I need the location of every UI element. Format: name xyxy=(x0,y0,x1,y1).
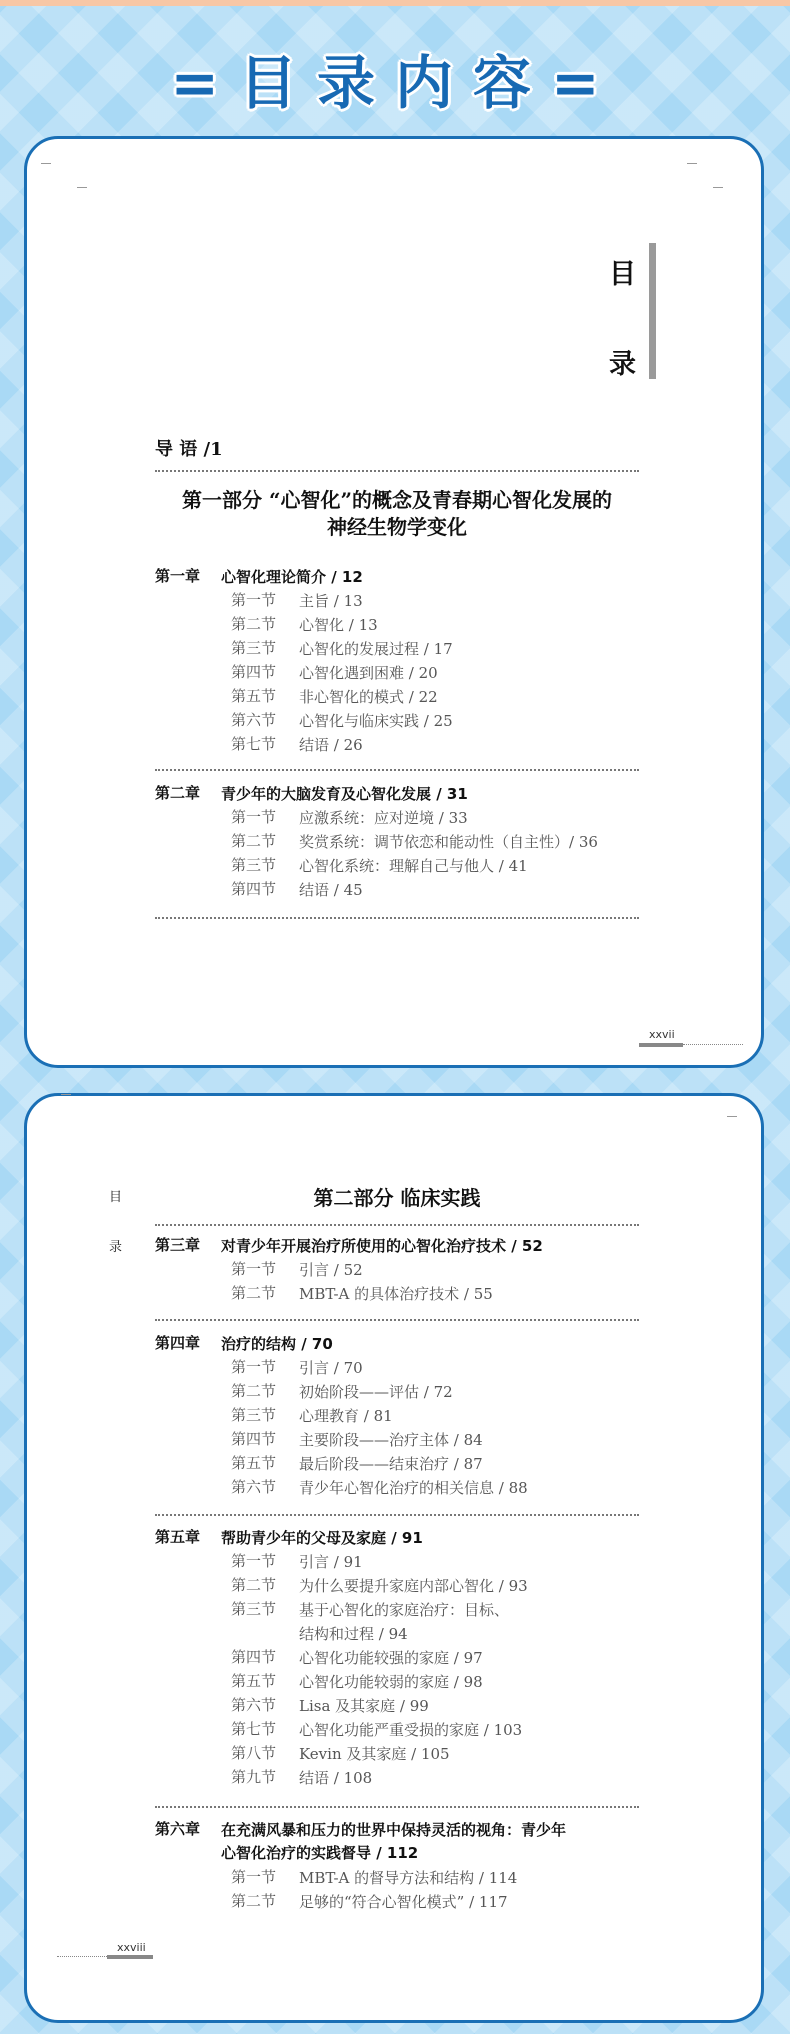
section-title: 结构和过程 / 94 xyxy=(299,1625,408,1643)
section-title: 为什么要提升家庭内部心智化 / 93 xyxy=(299,1577,528,1595)
section-title: 足够的“符合心智化模式” / 117 xyxy=(299,1893,508,1911)
section-entry xyxy=(231,1694,429,1718)
toc-page-2 xyxy=(24,1093,764,2023)
section-entry xyxy=(231,830,598,854)
chapter-title: 治疗的结构 / 70 xyxy=(221,1335,333,1353)
top-accent-strip xyxy=(0,0,790,6)
section-number: 第四节 xyxy=(231,663,277,681)
section-entry xyxy=(231,1890,508,1914)
section-title: 最后阶段——结束治疗 / 87 xyxy=(299,1455,483,1473)
section-title: 心智化系统：理解自己与他人 / 41 xyxy=(299,857,528,875)
section-number: 第七节 xyxy=(231,735,277,753)
chapter-number: 第六章 xyxy=(155,1820,201,1838)
section-entry xyxy=(231,1258,363,1282)
crop-mark xyxy=(687,163,697,164)
section-number: 第一节 xyxy=(231,1358,277,1376)
section-entry xyxy=(231,613,378,637)
section-entry xyxy=(231,1718,522,1742)
dotted-divider xyxy=(155,1224,639,1226)
page-number-bar xyxy=(639,1043,683,1047)
crop-mark xyxy=(41,163,51,164)
crop-mark xyxy=(61,1094,71,1095)
chapter-6-title-line2: 心智化治疗的实践督导 / 112 xyxy=(221,1844,419,1862)
section-number: 第二节 xyxy=(231,615,277,633)
section-title: MBT-A 的具体治疗技术 / 55 xyxy=(299,1285,493,1303)
part-one-title-line1: 第一部分 “心智化”的概念及青春期心智化发展的 xyxy=(182,488,612,512)
section-number: 第七节 xyxy=(231,1720,277,1738)
section-entry xyxy=(231,806,468,830)
chapter-title: 青少年的大脑发育及心智化发展 / 31 xyxy=(221,785,468,803)
section-title: 引言 / 52 xyxy=(299,1261,363,1279)
section-number: 第二节 xyxy=(231,1382,277,1400)
mulu-char-2: 录 xyxy=(609,349,636,380)
dotted-divider xyxy=(155,917,639,919)
section-number: 第四节 xyxy=(231,1648,277,1666)
chapter-title-line1: 在充满风暴和压力的世界中保持灵活的视角：青少年 xyxy=(221,1821,567,1839)
section-entry xyxy=(231,589,363,613)
dotted-divider xyxy=(155,1806,639,1808)
chapter-3 xyxy=(155,1234,543,1258)
section-title: 心智化与临床实践 / 25 xyxy=(299,712,453,730)
dotted-divider xyxy=(155,1514,639,1516)
chapter-number: 第五章 xyxy=(155,1528,201,1546)
chapter-4 xyxy=(155,1332,333,1356)
section-number: 第三节 xyxy=(231,856,277,874)
chapter-number: 第一章 xyxy=(155,567,201,585)
part-one-title-line2: 神经生物学变化 xyxy=(327,515,467,539)
page-number: xxvii xyxy=(649,1028,675,1041)
section-title: 青少年心智化治疗的相关信息 / 88 xyxy=(299,1479,528,1497)
section-number: 第四节 xyxy=(231,880,277,898)
section-number: 第二节 xyxy=(231,1892,277,1910)
side-mulu-char-1: 目 xyxy=(109,1190,123,1205)
section-title: 心智化 / 13 xyxy=(299,616,378,634)
section-entry xyxy=(231,1356,363,1380)
section-number: 第九节 xyxy=(231,1768,277,1786)
section-entry xyxy=(231,1670,483,1694)
side-mulu-char-2: 录 xyxy=(109,1240,123,1255)
section-entry xyxy=(231,854,528,878)
chapter-number: 第三章 xyxy=(155,1236,201,1254)
section-number: 第一节 xyxy=(231,1868,277,1886)
crop-mark xyxy=(727,1116,737,1117)
chapter-number: 第二章 xyxy=(155,784,201,802)
chapter-5 xyxy=(155,1526,423,1550)
section-number: 第四节 xyxy=(231,1430,277,1448)
section-entry xyxy=(231,1574,528,1598)
crop-mark xyxy=(77,187,87,188)
chapter-title: 心智化理论简介 / 12 xyxy=(221,568,363,586)
chapter-6 xyxy=(155,1818,566,1842)
section-entry xyxy=(231,637,453,661)
section-number: 第三节 xyxy=(231,639,277,657)
section-title: 结语 / 108 xyxy=(299,1769,373,1787)
section-entry xyxy=(231,1404,393,1428)
section-number: 第五节 xyxy=(231,1454,277,1472)
section-entry xyxy=(231,661,438,685)
section-number: 第二节 xyxy=(231,1576,277,1594)
chapter-1 xyxy=(155,565,363,589)
section-number: 第一节 xyxy=(231,591,277,609)
part-two-title: 第二部分 临床实践 xyxy=(313,1186,481,1210)
mulu-char-1: 目 xyxy=(609,259,636,290)
section-number: 第五节 xyxy=(231,687,277,705)
section-title: 结语 / 45 xyxy=(299,881,363,899)
section-title: 主要阶段——治疗主体 / 84 xyxy=(299,1431,483,1449)
section-entry xyxy=(231,1646,483,1670)
intro-entry: 导 语 /1 xyxy=(155,439,223,460)
section-number: 第三节 xyxy=(231,1406,277,1424)
section-entry xyxy=(231,1282,493,1306)
section-title: 心智化功能严重受损的家庭 / 103 xyxy=(299,1721,523,1739)
section-number: 第六节 xyxy=(231,1696,277,1714)
section-entry xyxy=(231,878,363,902)
section-title: Lisa 及其家庭 / 99 xyxy=(299,1697,429,1715)
section-title: 非心智化的模式 / 22 xyxy=(299,688,438,706)
section-number: 第六节 xyxy=(231,1478,277,1496)
section-title: 主旨 / 13 xyxy=(299,592,363,610)
banner-title: =目录内容= xyxy=(170,49,620,117)
section-entry xyxy=(231,1428,483,1452)
section-entry xyxy=(231,1452,483,1476)
section-title: Kevin 及其家庭 / 105 xyxy=(299,1745,450,1763)
section-number: 第五节 xyxy=(231,1672,277,1690)
section-title: 心智化遇到困难 / 20 xyxy=(299,664,438,682)
section-number: 第一节 xyxy=(231,1552,277,1570)
section-title: 心智化功能较弱的家庭 / 98 xyxy=(299,1673,483,1691)
section-entry xyxy=(231,1598,509,1622)
section-number: 第三节 xyxy=(231,1600,277,1618)
section-title: 初始阶段——评估 / 72 xyxy=(299,1383,453,1401)
section-number: 第六节 xyxy=(231,711,277,729)
section-number: 第一节 xyxy=(231,808,277,826)
section-entry xyxy=(231,1550,363,1574)
section-entry xyxy=(231,1742,450,1766)
toc-page-1 xyxy=(24,136,764,1068)
section-title: MBT-A 的督导方法和结构 / 114 xyxy=(299,1869,518,1887)
section-entry xyxy=(231,1476,528,1500)
page-number: xxviii xyxy=(117,1941,146,1954)
page-number-bar xyxy=(107,1955,153,1959)
section-entry-continued xyxy=(231,1622,408,1646)
section-title: 引言 / 91 xyxy=(299,1553,363,1571)
section-number: 第一节 xyxy=(231,1260,277,1278)
section-entry xyxy=(231,733,363,757)
section-number: 第二节 xyxy=(231,832,277,850)
section-title: 奖赏系统：调节依恋和能动性（自主性）/ 36 xyxy=(299,833,598,851)
chapter-number: 第四章 xyxy=(155,1334,201,1352)
page-number-rule xyxy=(57,1956,107,1957)
crop-mark xyxy=(713,187,723,188)
section-entry xyxy=(231,685,438,709)
section-entry xyxy=(231,1380,453,1404)
mulu-bar xyxy=(649,243,656,379)
section-title: 心智化的发展过程 / 17 xyxy=(299,640,453,658)
section-title: 基于心智化的家庭治疗：目标、 xyxy=(299,1601,510,1619)
section-title: 应激系统：应对逆境 / 33 xyxy=(299,809,468,827)
section-number: 第二节 xyxy=(231,1284,277,1302)
dotted-divider xyxy=(155,1319,639,1321)
chapter-2 xyxy=(155,782,468,806)
dotted-divider xyxy=(155,769,639,771)
section-entry xyxy=(231,1766,372,1790)
page-number-rule xyxy=(683,1044,743,1045)
section-title: 心智化功能较强的家庭 / 97 xyxy=(299,1649,483,1667)
chapter-title: 帮助青少年的父母及家庭 / 91 xyxy=(221,1529,423,1547)
chapter-title: 对青少年开展治疗所使用的心智化治疗技术 / 52 xyxy=(221,1237,543,1255)
dotted-divider xyxy=(155,470,639,472)
section-title: 引言 / 70 xyxy=(299,1359,363,1377)
section-entry xyxy=(231,1866,517,1890)
section-number: 第八节 xyxy=(231,1744,277,1762)
section-title: 心理教育 / 81 xyxy=(299,1407,393,1425)
section-title: 结语 / 26 xyxy=(299,736,363,754)
section-entry xyxy=(231,709,453,733)
